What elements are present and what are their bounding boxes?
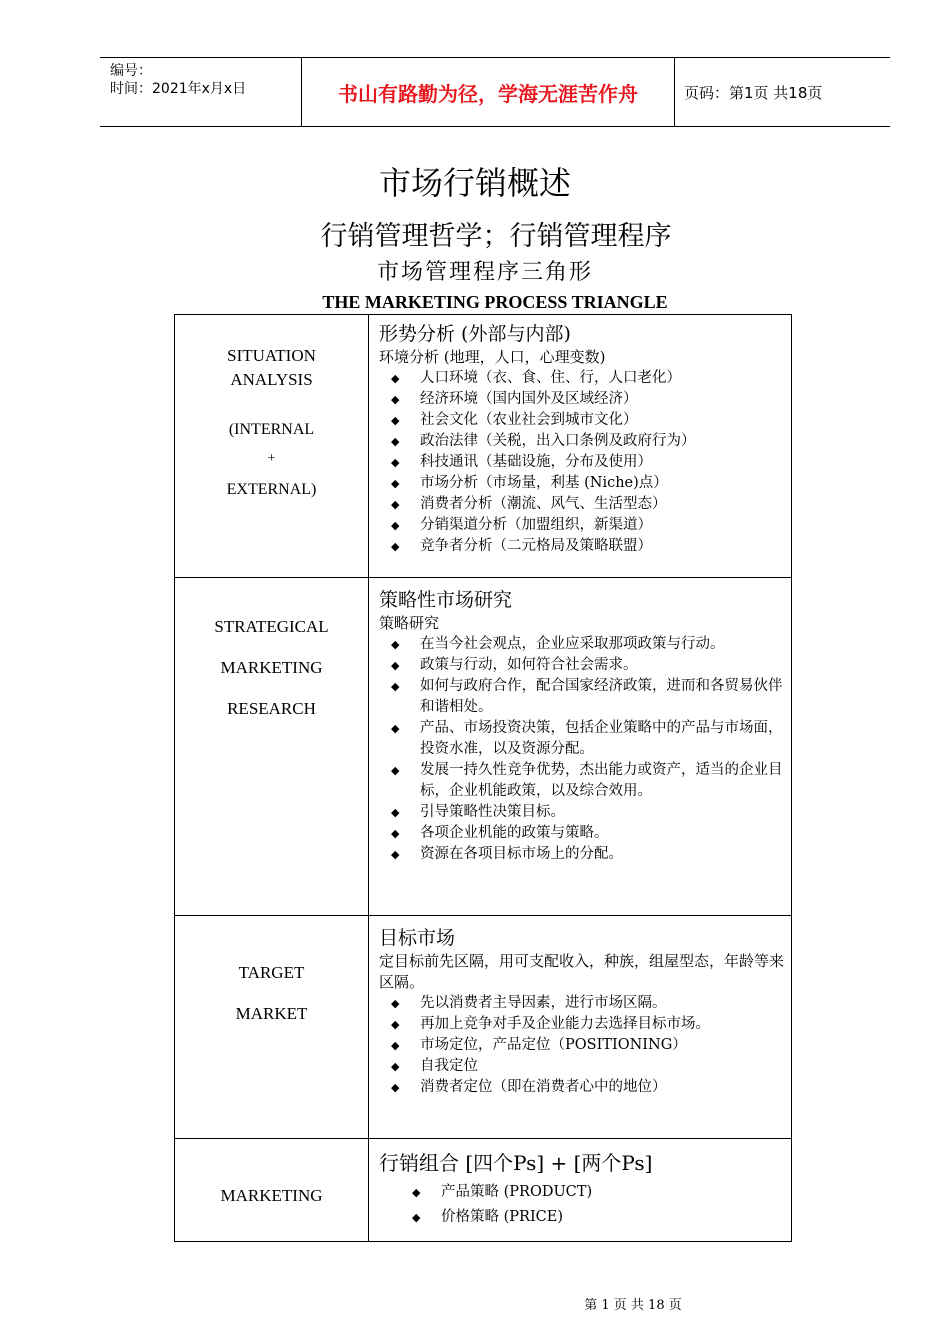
section-heading: 形势分析 (外部与内部) [379, 323, 571, 345]
page-subtitle: 行销管理哲学；行销管理程序 [320, 221, 672, 252]
page-title: 市场行销概述 [378, 164, 571, 202]
diamond-bullet-icon: ◆ [412, 1211, 421, 1224]
header-meta [100, 58, 302, 126]
diamond-bullet-icon: ◆ [391, 1060, 400, 1073]
list-item [379, 634, 784, 655]
list-item [379, 1014, 784, 1035]
diamond-bullet-icon: ◆ [391, 997, 400, 1010]
diamond-bullet-icon: ◆ [391, 806, 400, 819]
list-item-text: 在当今社会观点，企业应采取那项政策与行动。 [420, 636, 725, 652]
list-item [379, 760, 784, 802]
diamond-bullet-icon: ◆ [391, 827, 400, 840]
list-item-text: 产品策略 (PRODUCT) [441, 1184, 593, 1200]
strategic-label-cell [175, 577, 369, 915]
list-item [379, 494, 784, 515]
row-label-line: SITUATION [227, 346, 316, 365]
list-item [379, 410, 784, 431]
list-item [379, 536, 784, 557]
situation-row [175, 315, 791, 578]
triangle-title-cn: 市场管理程序三角形 [376, 260, 593, 285]
row-label-line: MARKETING [220, 658, 323, 677]
list-item [379, 389, 784, 410]
list-item [379, 515, 784, 536]
list-item-text: 市场分析（市场量，利基 (Niche)点） [420, 475, 668, 491]
diamond-bullet-icon: ◆ [391, 638, 400, 651]
list-item-text: 资源在各项目标市场上的分配。 [420, 846, 623, 862]
diamond-bullet-icon: ◆ [391, 498, 400, 511]
target-row [175, 915, 791, 1139]
process-table [174, 314, 792, 1242]
list-item [379, 844, 784, 865]
list-item [379, 993, 784, 1014]
section-heading: 策略性市场研究 [379, 589, 513, 611]
list-item [379, 473, 784, 494]
list-item [379, 823, 784, 844]
diamond-bullet-icon: ◆ [391, 659, 400, 672]
list-item [379, 676, 784, 718]
target-label-cell [175, 915, 369, 1138]
bullet-list [379, 634, 784, 865]
section-subheading: 策略研究 [379, 614, 440, 632]
target-content-cell [379, 915, 784, 1098]
list-item [379, 452, 784, 473]
marketing-row [175, 1138, 791, 1241]
row-label-line: EXTERNAL) [226, 481, 317, 498]
diamond-bullet-icon: ◆ [391, 848, 400, 861]
list-item [379, 1205, 784, 1230]
section-subheading: 环境分析 (地理，人口，心理变数) [379, 348, 606, 366]
diamond-bullet-icon: ◆ [391, 1081, 400, 1094]
diamond-bullet-icon: ◆ [412, 1186, 421, 1199]
list-item [379, 368, 784, 389]
time-label: 时间：2021年x月x日 [110, 81, 247, 97]
marketing-content-cell [379, 1138, 784, 1230]
page-header [100, 57, 890, 127]
diamond-bullet-icon: ◆ [391, 393, 400, 406]
strategic-content-cell [379, 577, 784, 865]
row-label-line: (INTERNAL [228, 421, 315, 438]
list-item-text: 先以消费者主导因素，进行市场区隔。 [420, 995, 667, 1011]
list-item [379, 718, 784, 760]
bullet-list [379, 1180, 784, 1230]
page-footer: 第 1 页 共 18 页 [584, 1298, 682, 1313]
diamond-bullet-icon: ◆ [391, 477, 400, 490]
diamond-bullet-icon: ◆ [391, 519, 400, 532]
diamond-bullet-icon: ◆ [391, 540, 400, 553]
list-item-text: 如何与政府合作，配合国家经济政策，进而和各贸易伙伴和谐相处。 [420, 678, 783, 715]
list-item-text: 自我定位 [420, 1058, 478, 1074]
triangle-title-en: THE MARKETING PROCESS TRIANGLE [322, 292, 668, 312]
bullet-list [379, 368, 784, 557]
list-item-text: 政治法律（关税，出入口条例及政府行为） [420, 433, 696, 449]
list-item-text: 分销渠道分析（加盟组织，新渠道） [420, 517, 652, 533]
list-item-text: 市场定位，产品定位（POSITIONING） [420, 1037, 687, 1053]
bullet-list [379, 993, 784, 1098]
row-label-line: TARGET [238, 963, 305, 982]
list-item-text: 消费者定位（即在消费者心中的地位） [420, 1079, 667, 1095]
list-item [379, 802, 784, 823]
section-heading: 行销组合 [四个Ps] + [两个Ps] [379, 1151, 653, 1175]
list-item-text: 政策与行动，如何符合社会需求。 [420, 657, 638, 673]
section-heading: 目标市场 [379, 927, 456, 949]
diamond-bullet-icon: ◆ [391, 435, 400, 448]
strategic-row [175, 577, 791, 916]
row-label-line: + [267, 451, 276, 466]
diamond-bullet-icon: ◆ [391, 722, 400, 735]
list-item-text: 社会文化（农业社会到城市文化） [420, 412, 638, 428]
section-subheading: 定目标前先区隔，用可支配收入，种族，组屋型态，年龄等来区隔。 [379, 952, 785, 991]
list-item [379, 1056, 784, 1077]
diamond-bullet-icon: ◆ [391, 764, 400, 777]
page-count-label: 页码：第1页 共18页 [684, 83, 823, 102]
list-item-text: 各项企业机能的政策与策略。 [420, 825, 609, 841]
diamond-bullet-icon: ◆ [391, 1039, 400, 1052]
diamond-bullet-icon: ◆ [391, 456, 400, 469]
list-item-text: 人口环境（衣、食、住、行，人口老化） [420, 370, 681, 386]
diamond-bullet-icon: ◆ [391, 680, 400, 693]
row-label-line: STRATEGICAL [214, 617, 329, 636]
row-label-line: MARKET [235, 1004, 308, 1023]
list-item-text: 经济环境（国内国外及区域经济） [420, 391, 638, 407]
list-item-text: 科技通讯（基础设施，分布及使用） [420, 454, 652, 470]
row-label-line: MARKETING [220, 1186, 323, 1205]
situation-label-cell [175, 315, 369, 577]
list-item [379, 1077, 784, 1098]
list-item [379, 431, 784, 452]
list-item-text: 引导策略性决策目标。 [420, 804, 565, 820]
list-item-text: 发展一持久性竞争优势，杰出能力或资产，适当的企业目标，企业机能政策，以及综合效用。 [420, 762, 783, 799]
list-item-text: 消费者分析（潮流、风气、生活型态） [420, 496, 667, 512]
list-item-text: 竞争者分析（二元格局及策略联盟） [420, 538, 652, 554]
list-item-text: 价格策略 (PRICE) [441, 1209, 564, 1225]
row-label-line: RESEARCH [227, 699, 316, 718]
list-item-text: 再加上竞争对手及企业能力去选择目标市场。 [420, 1016, 710, 1032]
diamond-bullet-icon: ◆ [391, 372, 400, 385]
list-item [379, 655, 784, 676]
motto: 书山有路勤为径，学海无涯苦作舟 [302, 58, 675, 126]
row-label-line: ANALYSIS [230, 370, 313, 389]
list-item [379, 1035, 784, 1056]
diamond-bullet-icon: ◆ [391, 414, 400, 427]
diamond-bullet-icon: ◆ [391, 1018, 400, 1031]
marketing-label-cell [175, 1138, 369, 1241]
number-label: 编号： [110, 63, 152, 79]
list-item [379, 1180, 784, 1205]
situation-content-cell [379, 315, 784, 557]
list-item-text: 产品、市场投资决策，包括企业策略中的产品与市场面，投资水准，以及资源分配。 [420, 720, 783, 757]
